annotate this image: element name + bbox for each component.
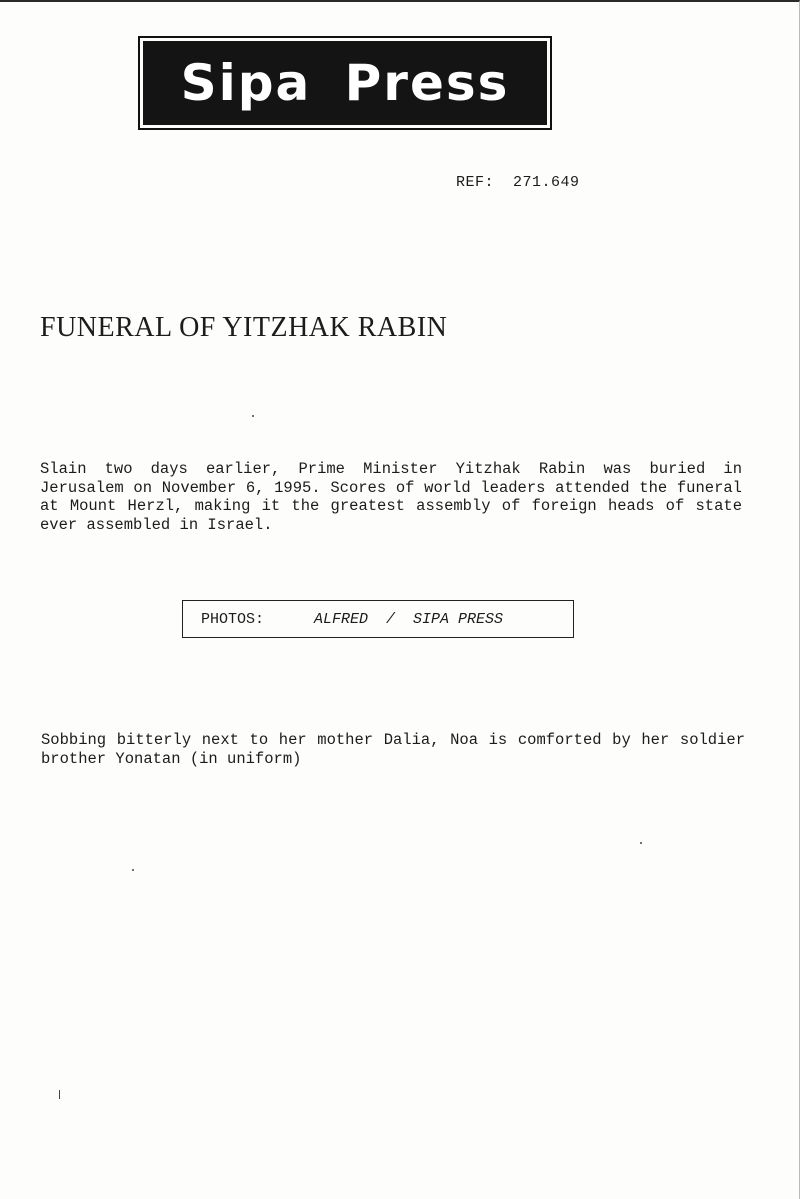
paper-speck	[252, 415, 254, 417]
description-paragraph: Slain two days earlier, Prime Minister Yitzhak Rabin was buried in Jerusalem on November 6, 1995. Scores of world leaders attended the funeral at Mount Herzl, making it the greatest assembly of foreign heads of state ever assembled in Israel.	[40, 460, 742, 534]
photo-credit-label: PHOTOS:	[201, 610, 265, 628]
logo-background	[143, 41, 547, 125]
paper-speck	[640, 842, 642, 844]
document-title: FUNERAL OF YITZHAK RABIN	[40, 312, 448, 343]
photo-credit-name: ALFRED / SIPA PRESS	[314, 610, 504, 628]
sipa-press-logo	[138, 36, 552, 130]
paper-speck	[59, 1090, 60, 1099]
photo-caption: Sobbing bitterly next to her mother Dalia, Noa is comforted by her soldier brother Yonatan (in uniform)	[41, 731, 745, 768]
reference-number: REF: 271.649	[456, 174, 580, 191]
logo-text: Sipa Press	[180, 54, 510, 112]
photo-credit-box	[182, 600, 574, 638]
paper-speck	[132, 869, 134, 871]
